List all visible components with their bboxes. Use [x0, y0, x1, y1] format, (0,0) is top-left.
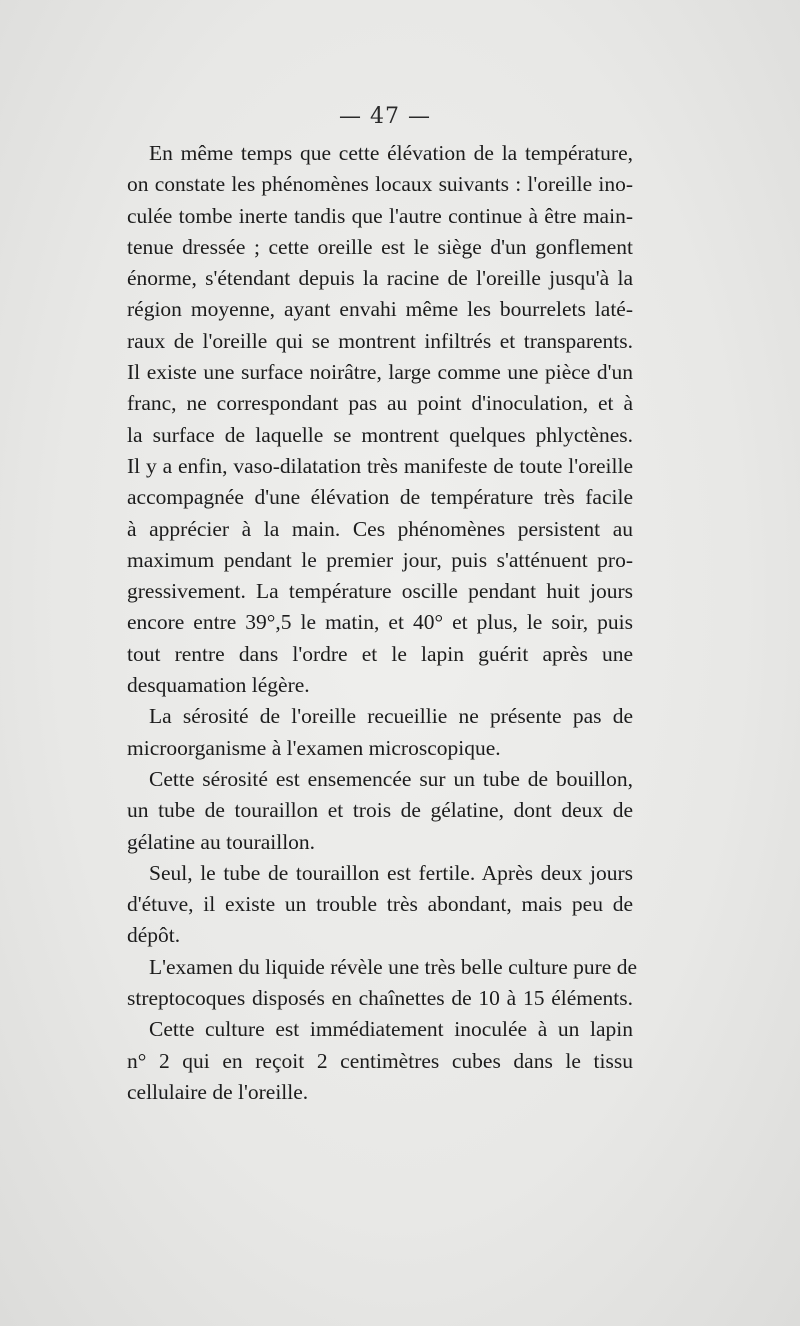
- text-line: Cette sérosité est ensemencée sur un tube de bouillon,: [149, 766, 633, 791]
- text-line: gélatine au touraillon.: [127, 829, 316, 854]
- text-line: Il existe une surface noirâtre, large comme une pièce d'un: [127, 360, 633, 385]
- text-line: franc, ne correspondant pas au point d'inoculation, et à: [127, 391, 633, 416]
- text-line: énorme, s'étendant depuis la racine de l'oreille jusqu'à la: [127, 266, 633, 291]
- page-number: — 47 —: [339, 104, 431, 129]
- text-line: Il y a enfin, vaso-dilatation très manifeste de toute l'oreille: [127, 453, 633, 478]
- text-line: En même temps que cette élévation de la température,: [149, 141, 633, 165]
- text-line: L'examen du liquide révèle une très belle culture pure de: [149, 954, 638, 979]
- text-line: encore entre 39°,5 le matin, et 40° et plus, le soir, puis: [127, 610, 633, 635]
- text-line: dépôt.: [127, 923, 181, 948]
- text-line: région moyenne, ayant envahi même les bourrelets laté-: [127, 297, 633, 322]
- text-line: raux de l'oreille qui se montrent infiltrés et transparents.: [127, 328, 633, 353]
- text-line: culée tombe inerte tandis que l'autre continue à être main-: [127, 203, 633, 228]
- text-line: un tube de touraillon et trois de gélatine, dont deux de: [127, 798, 633, 823]
- text-line: desquamation légère.: [127, 673, 310, 698]
- body-text: [127, 138, 638, 1108]
- text-line: d'étuve, il existe un trouble très abondant, mais peu de: [127, 892, 633, 917]
- text-line: la surface de laquelle se montrent quelques phlyctènes.: [127, 422, 633, 447]
- text-line: n° 2 qui en reçoit 2 centimètres cubes dans le tissu: [127, 1048, 633, 1073]
- text-line: Cette culture est immédiatement inoculée à un lapin: [149, 1017, 633, 1042]
- text-line: cellulaire de l'oreille.: [127, 1079, 309, 1104]
- text-line: Seul, le tube de touraillon est fertile. Après deux jours: [149, 860, 633, 885]
- text-line: à apprécier à la main. Ces phénomènes persistent au: [127, 516, 633, 541]
- text-line: tout rentre dans l'ordre et le lapin guérit après une: [127, 641, 633, 666]
- text-line: tenue dressée ; cette oreille est le siège d'un gonflement: [127, 234, 633, 259]
- text-line: accompagnée d'une élévation de température très facile: [127, 485, 633, 510]
- text-line: streptocoques disposés en chaînettes de 10 à 15 éléments.: [127, 986, 633, 1011]
- text-line: on constate les phénomènes locaux suivants : l'oreille ino-: [127, 172, 633, 197]
- text-line: maximum pendant le premier jour, puis s'atténuent pro-: [127, 547, 633, 572]
- text-line: gressivement. La température oscille pendant huit jours: [127, 579, 633, 604]
- text-line: microorganisme à l'examen microscopique.: [127, 735, 501, 760]
- text-line: La sérosité de l'oreille recueillie ne présente pas de: [149, 704, 633, 729]
